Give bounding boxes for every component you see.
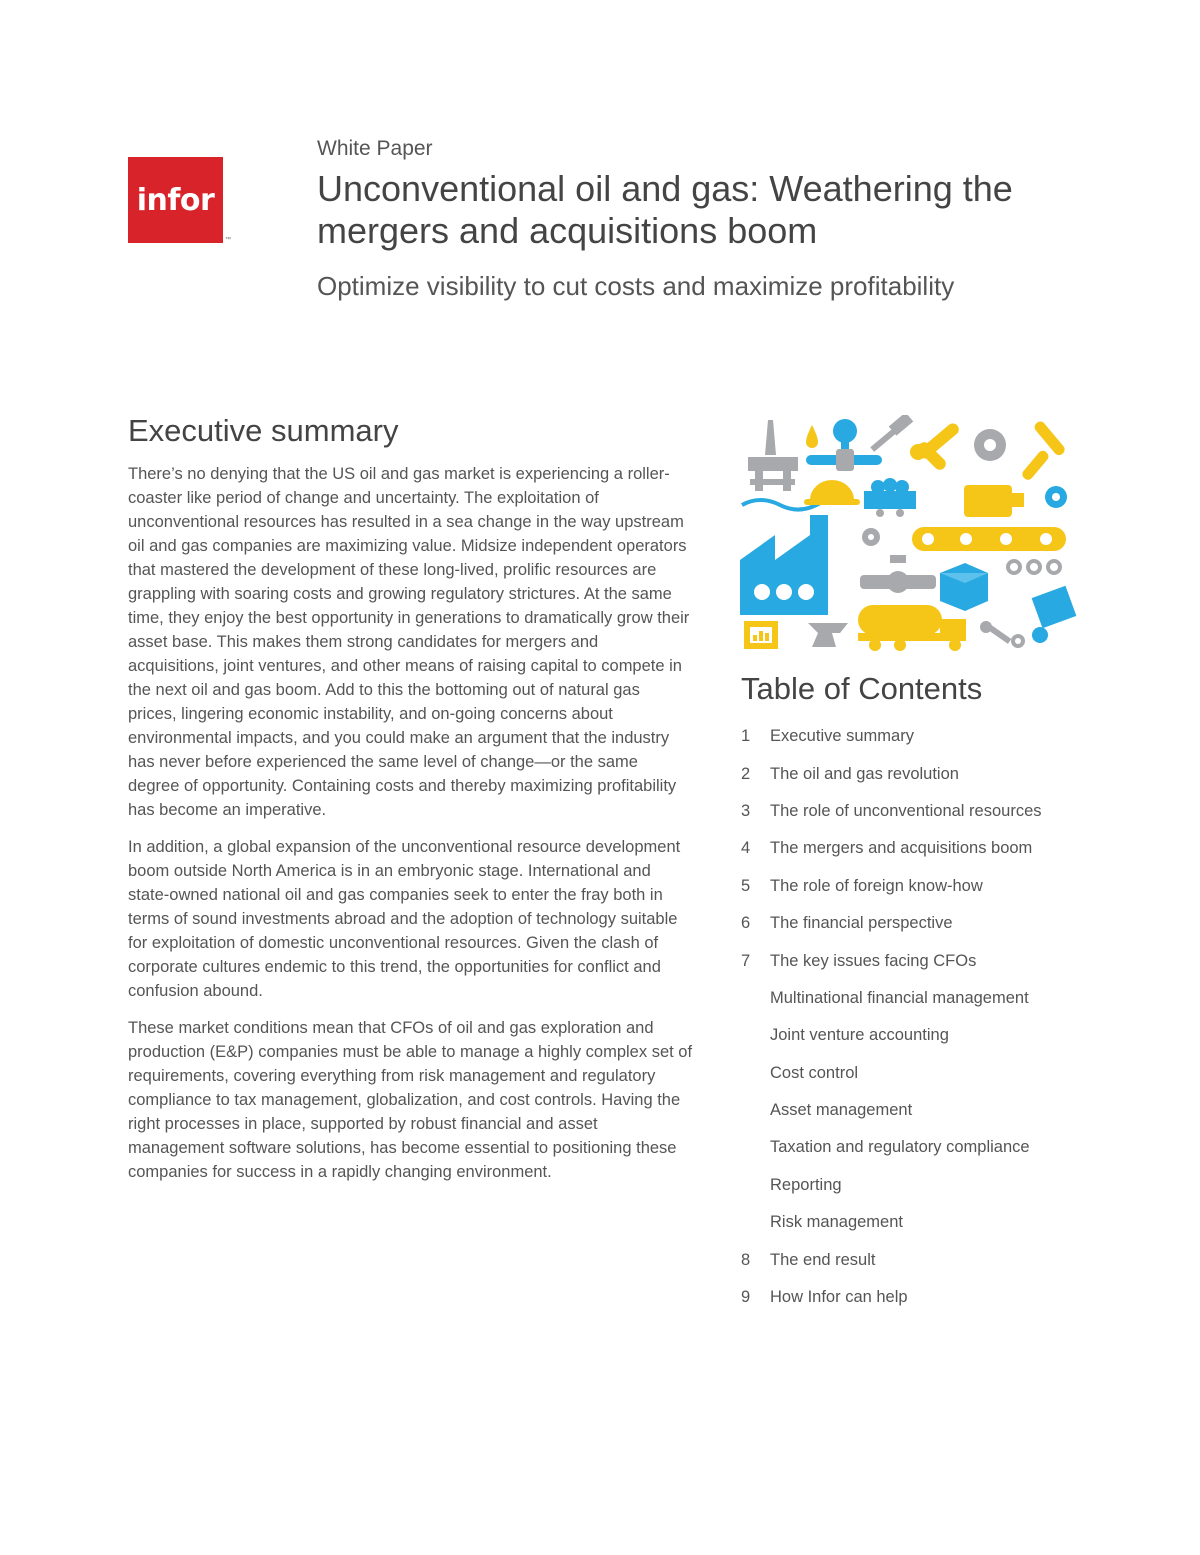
toc-item-number: 4 bbox=[741, 839, 751, 858]
toc-item-label: How Infor can help bbox=[770, 1288, 908, 1307]
toc-item-label: The oil and gas revolution bbox=[770, 764, 959, 783]
toc-item-label: Asset management bbox=[770, 1101, 913, 1120]
industry-icons-illustration bbox=[740, 415, 1080, 655]
toc-item-label: The mergers and acquisitions boom bbox=[770, 839, 1033, 858]
wrench-icon bbox=[980, 621, 1023, 646]
anvil-icon bbox=[808, 623, 848, 647]
executive-summary-heading: Executive summary bbox=[128, 413, 399, 448]
document-subtitle: Optimize visibility to cut costs and maximize profitability bbox=[317, 271, 955, 301]
toc-item-number: 8 bbox=[741, 1250, 751, 1269]
conveyor-icon bbox=[912, 527, 1066, 551]
toc-list bbox=[741, 718, 1086, 1316]
toc-item-label: The key issues facing CFOs bbox=[770, 951, 977, 970]
factory-icon bbox=[740, 515, 828, 615]
toc-item[interactable] bbox=[741, 1055, 1086, 1092]
gear-icon bbox=[862, 528, 880, 546]
toc-item-label: Joint venture accounting bbox=[770, 1026, 949, 1045]
toc-item[interactable] bbox=[741, 905, 1086, 942]
toc-item-number: 2 bbox=[741, 764, 751, 783]
toc-item-label: Cost control bbox=[770, 1063, 859, 1082]
valve-icon bbox=[806, 419, 882, 471]
chart-icon bbox=[744, 621, 778, 649]
nuts-icon bbox=[1008, 561, 1060, 573]
toc-item[interactable] bbox=[741, 718, 1086, 755]
hammer-icon bbox=[870, 415, 913, 452]
toc-item-label: The role of foreign know-how bbox=[770, 876, 983, 895]
toc-item-label: The role of unconventional resources bbox=[770, 801, 1042, 820]
toc-item[interactable] bbox=[741, 793, 1086, 830]
toc-item[interactable] bbox=[741, 1017, 1086, 1054]
tanker-truck-icon bbox=[858, 605, 966, 651]
pipe-valve-icon bbox=[860, 555, 936, 593]
toc-item-number: 5 bbox=[741, 876, 751, 895]
toc-heading: Table of Contents bbox=[741, 671, 983, 706]
toc-item[interactable] bbox=[741, 1092, 1086, 1129]
toc-item-number: 7 bbox=[741, 951, 751, 970]
toc-item-number: 3 bbox=[741, 801, 751, 820]
toc-item[interactable] bbox=[741, 1129, 1086, 1166]
document-header bbox=[317, 136, 1097, 302]
toc-item-label: The end result bbox=[770, 1250, 876, 1269]
box-icon bbox=[940, 563, 988, 611]
toc-item-label: The financial perspective bbox=[770, 914, 953, 933]
table-of-contents bbox=[741, 670, 1086, 1316]
document-type-label: White Paper bbox=[317, 137, 433, 160]
robot-arm-icon bbox=[910, 421, 961, 472]
summary-paragraph-2: In addition, a global expansion of the unconventional resource development boom outside North America is in an embryonic stage. International and state-owned national oil and gas companies seek to enter the fray both in terms of sound investments abroad and the adoption of technology suitable for exploitation of domestic unconventional resources. Given the clash of corporate cultures endemic to this trend, the opportunities for conflict and confusion abound. bbox=[128, 838, 681, 1000]
toc-item[interactable] bbox=[741, 1167, 1086, 1204]
toc-item-label: Executive summary bbox=[770, 727, 914, 746]
toc-item-label: Taxation and regulatory compliance bbox=[770, 1138, 1030, 1157]
toc-item[interactable] bbox=[741, 980, 1086, 1017]
toc-item[interactable] bbox=[741, 942, 1086, 979]
executive-summary-section bbox=[128, 412, 693, 1197]
trademark-mark: ™ bbox=[225, 237, 231, 243]
gear-icon bbox=[974, 429, 1006, 461]
infor-logo: infor bbox=[128, 157, 223, 243]
toc-item-number: 6 bbox=[741, 914, 751, 933]
toc-item[interactable] bbox=[741, 830, 1086, 867]
toc-item-label: Risk management bbox=[770, 1213, 903, 1232]
toc-item-label: Multinational financial management bbox=[770, 988, 1029, 1007]
document-title: Unconventional oil and gas: Weathering the mergers and acquisitions boom bbox=[317, 168, 1013, 251]
summary-paragraph-1: There’s no denying that the US oil and gas market is experiencing a roller-coaster like period of change and uncertainty. The exploitation of unconventional resources has resulted in a sea change in the way upstream oil and gas companies are maximizing value. Midsize independent operators that mastered the development of these long-lived, prolific resources are grappling with soaring costs and growing regulatory strictures. At the same time, they enjoy the best opportunity in generations to dramatically grow their asset base. This makes them strong candidates for mergers and acquisitions, joint ventures, and other means of raising capital to compete in the next oil and gas boom. Add to this the bottoming out of natural gas prices, lingering economic instability, and on-going concerns about environmental impacts, and you could make an argument that the industry has never before experienced the same level of change—or the same degree of opportunity. Containing costs and thereby maximizing profitability has become an imperative. bbox=[128, 465, 690, 819]
toc-item-label: Reporting bbox=[770, 1175, 842, 1194]
toc-item-number: 1 bbox=[741, 727, 751, 746]
robot-arm-icon bbox=[1020, 419, 1066, 481]
hand-truck-icon bbox=[1032, 586, 1077, 643]
engine-icon bbox=[964, 485, 1024, 517]
toc-item-number: 9 bbox=[741, 1288, 751, 1307]
hard-hat-icon bbox=[804, 480, 860, 505]
oil-drop-icon bbox=[806, 425, 818, 448]
mine-cart-icon bbox=[864, 478, 916, 517]
gear-icon bbox=[1045, 486, 1067, 508]
summary-paragraph-3: These market conditions mean that CFOs of oil and gas exploration and production (E&P) companies must be able to manage a highly complex set of requirements, covering everything from risk management and regulatory compliance to tax management, globalization, and cost controls. Having the right processes in place, supported by robust financial and asset management software solutions, has become essential to positioning these companies for success in a rapidly changing environment. bbox=[128, 1019, 693, 1181]
toc-item[interactable] bbox=[741, 1204, 1086, 1241]
toc-item[interactable] bbox=[741, 1241, 1086, 1278]
toc-item[interactable] bbox=[741, 1279, 1086, 1316]
toc-item[interactable] bbox=[741, 868, 1086, 905]
toc-item[interactable] bbox=[741, 755, 1086, 792]
